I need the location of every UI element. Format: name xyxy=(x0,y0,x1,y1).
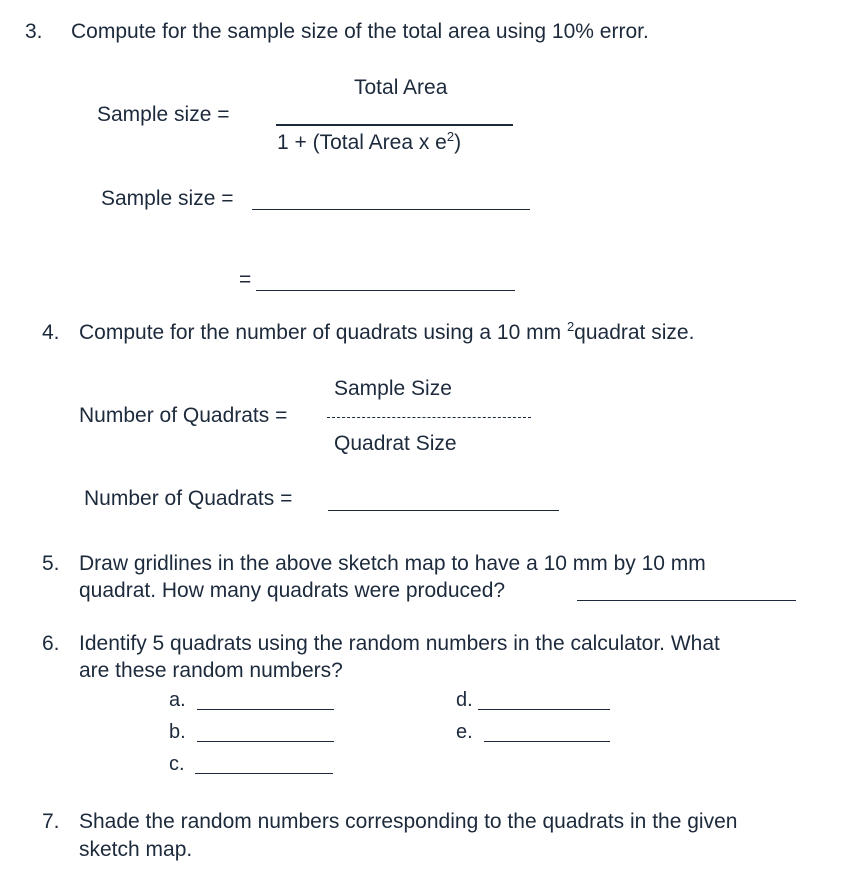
q6-item-d-label: d. xyxy=(456,689,473,711)
fraction-bar xyxy=(276,124,513,126)
q6-item-e-blank[interactable] xyxy=(484,741,610,742)
q7-number: 7. xyxy=(42,810,60,833)
q7-line1: Shade the random numbers corresponding to the quadrats in the given xyxy=(79,810,738,833)
q7-line2: sketch map. xyxy=(79,838,193,861)
q5-answer-blank[interactable] xyxy=(577,600,796,601)
q6-line1: Identify 5 quadrats using the random numbers in the calculator. What xyxy=(79,632,720,655)
q6-item-b-label: b. xyxy=(169,721,186,743)
q3-numerator: Total Area xyxy=(354,76,448,99)
q6-line2: are these random numbers? xyxy=(79,659,343,682)
q6-item-c-blank[interactable] xyxy=(195,773,333,774)
q5-line1: Draw gridlines in the above sketch map to have a 10 mm by 10 mm xyxy=(79,552,706,575)
q3-denominator: 1 + (Total Area x $e^2$) xyxy=(277,129,462,154)
q6-item-c-label: c. xyxy=(169,753,185,775)
q6-item-a-blank[interactable] xyxy=(197,709,334,710)
q6-item-b-blank[interactable] xyxy=(197,741,334,742)
q5-line2: quadrat. How many quadrats were produced? xyxy=(79,579,506,602)
q4-number: 4. xyxy=(42,321,60,344)
q3-formula-lhs: Sample size = xyxy=(97,103,230,126)
q4-text: Compute for the number of quadrats using a 10 mm $^2$quadrat size. xyxy=(79,319,695,344)
q4-formula-lhs: Number of Quadrats = xyxy=(79,404,288,427)
fraction-bar xyxy=(327,417,531,418)
q4-denominator: Quadrat Size xyxy=(334,432,457,455)
q6-number: 6. xyxy=(42,632,60,655)
q3-answer-label: Sample size = xyxy=(101,187,234,210)
q3-answer-blank-1[interactable] xyxy=(252,209,530,210)
q4-numerator: Sample Size xyxy=(334,377,452,400)
q3-answer-blank-2[interactable] xyxy=(256,290,515,291)
q4-answer-label: Number of Quadrats = xyxy=(84,487,293,510)
q3-number: 3. xyxy=(25,20,43,43)
q5-number: 5. xyxy=(42,552,60,575)
q3-answer-label-2: = xyxy=(239,268,252,291)
q3-text: Compute for the sample size of the total area using 10% error. xyxy=(71,20,649,43)
q6-item-a-label: a. xyxy=(169,689,186,711)
q6-item-e-label: e. xyxy=(456,721,473,743)
q4-answer-blank[interactable] xyxy=(328,510,559,511)
q6-item-d-blank[interactable] xyxy=(478,709,610,710)
